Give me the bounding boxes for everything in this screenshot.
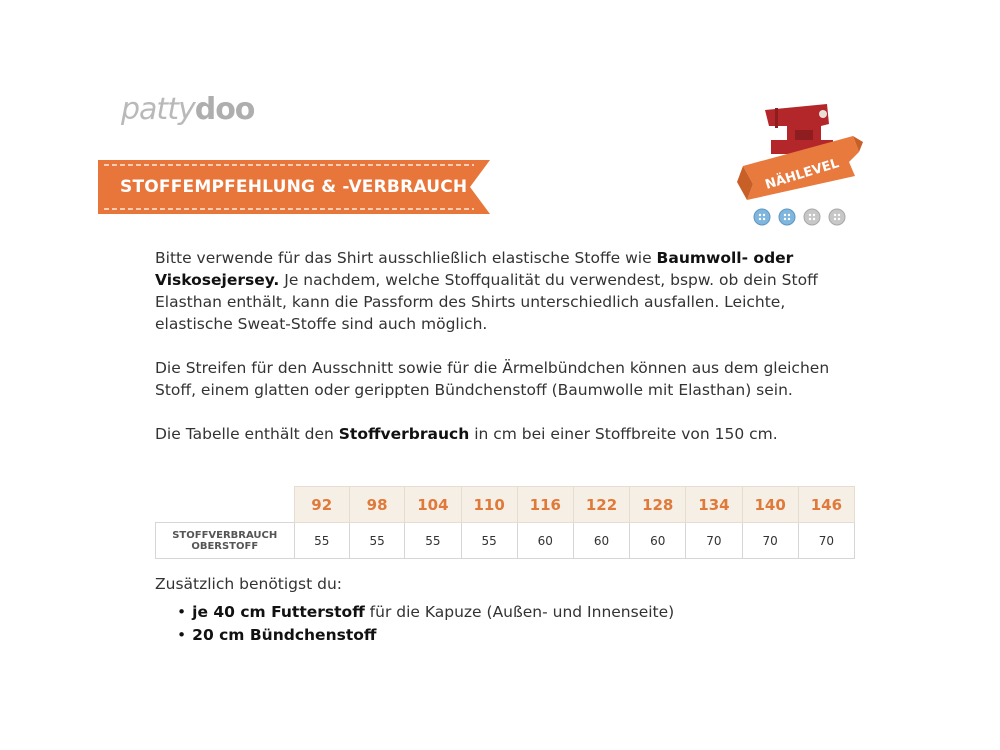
value-cell: 70 (798, 523, 854, 559)
value-cell: 60 (630, 523, 686, 559)
value-cell: 70 (742, 523, 798, 559)
size-header-row (156, 487, 855, 523)
sewing-machine-icon (735, 96, 865, 231)
body-text (155, 247, 855, 467)
value-cell: 55 (349, 523, 404, 559)
paragraph-stripes: Die Streifen für den Ausschnitt sowie für die Ärmelbündchen können aus dem gleichen Stoff, einem glatten oder gerippten Bündchenstoff (Baumwolle mit Elasthan) sein. (155, 359, 830, 399)
table-row (156, 523, 855, 559)
value-cell: 60 (517, 523, 573, 559)
paragraph-fabric: Bitte verwende für das Shirt ausschließlich elastische Stoffe wie Baumwoll- oder Viskosejersey. Je nachdem, welche Stoffqualität du verwendest, bspw. ob dein Stoff Elasthan enthält, kann die Passform des Shirts unterschiedlich ausfallen. Leichte, elastische Sweat-Stoffe sind auch möglich. (155, 249, 818, 333)
list-item: • 20 cm Bündchenstoff (177, 624, 674, 647)
level-buttons (754, 209, 845, 225)
size-cell: 146 (798, 487, 854, 523)
naehlevel-badge (735, 96, 865, 231)
value-cell: 55 (405, 523, 461, 559)
size-cell: 128 (630, 487, 686, 523)
materials-list (177, 601, 674, 647)
naehlevel-label: NÄHLEVEL (763, 156, 841, 193)
additional-intro: Zusätzlich benötigst du: (155, 575, 342, 593)
value-cell: 60 (573, 523, 629, 559)
size-cell: 134 (686, 487, 742, 523)
size-cell: 116 (517, 487, 573, 523)
size-cell: 122 (573, 487, 629, 523)
fabric-table (155, 486, 855, 559)
value-cell: 55 (294, 523, 349, 559)
size-cell: 110 (461, 487, 517, 523)
section-title: STOFFEMPFEHLUNG & -VERBRAUCH (120, 177, 468, 197)
size-cell: 98 (349, 487, 404, 523)
value-cell: 70 (686, 523, 742, 559)
size-cell: 92 (294, 487, 349, 523)
size-cell: 104 (405, 487, 461, 523)
list-item: • je 40 cm Futterstoff für die Kapuze (Außen- und Innenseite) (177, 601, 674, 624)
row-label: STOFFVERBRAUCH OBERSTOFF (156, 523, 295, 559)
section-banner (98, 158, 490, 216)
size-cell: 140 (742, 487, 798, 523)
paragraph-table-intro: Die Tabelle enthält den Stoffverbrauch in cm bei einer Stoffbreite von 150 cm. (155, 425, 778, 443)
pattydoo-logo: pattydoo (121, 92, 255, 127)
additional-materials (155, 575, 674, 647)
value-cell: 55 (461, 523, 517, 559)
